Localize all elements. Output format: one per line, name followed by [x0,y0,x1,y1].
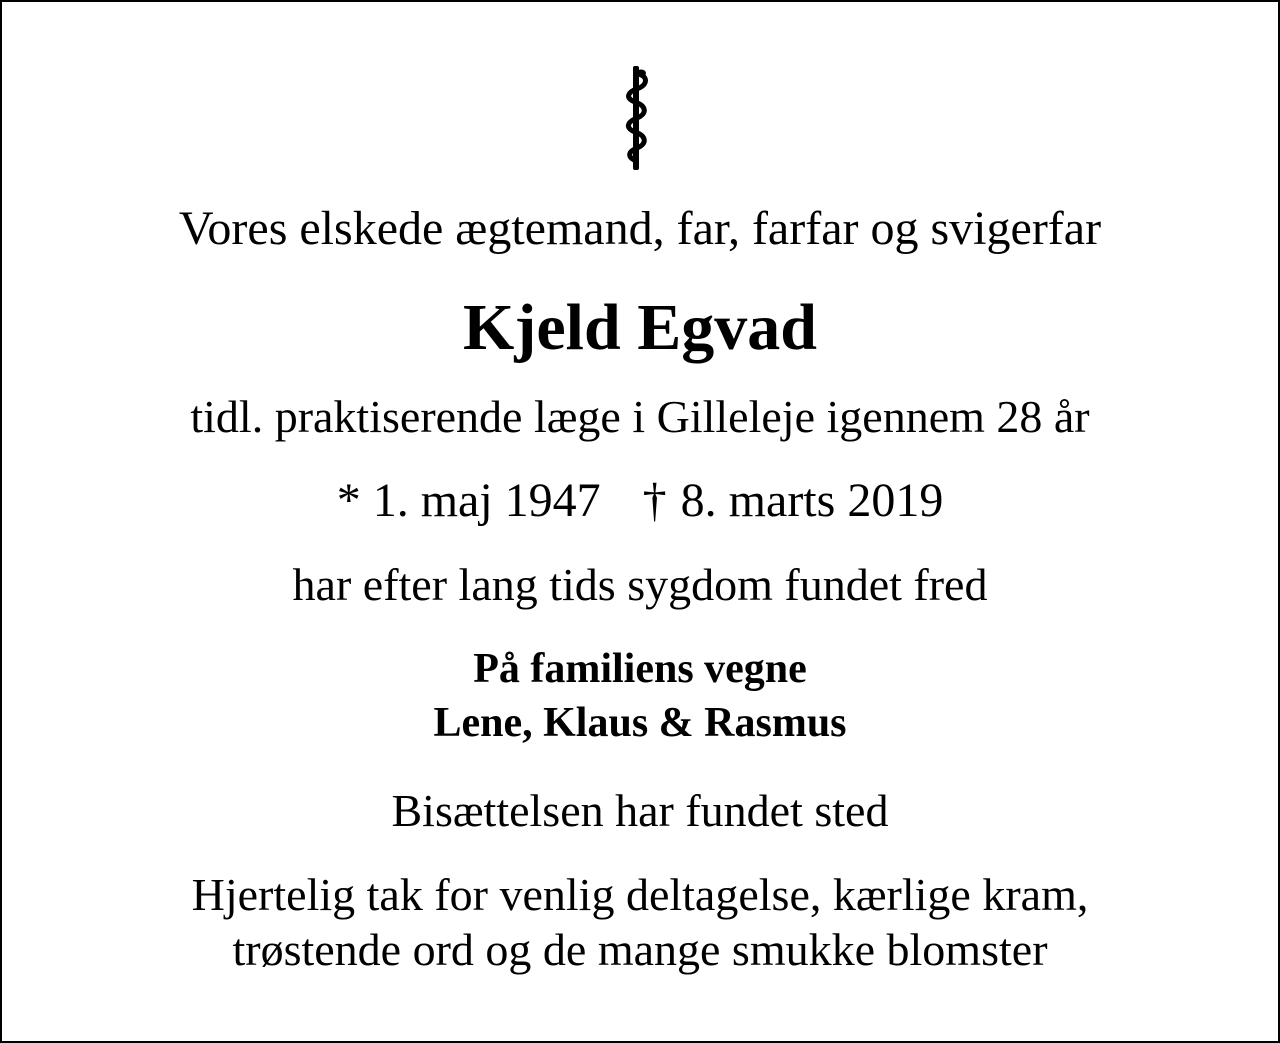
death-date: 8. marts 2019 [680,474,944,527]
peace-line: har efter lang tids sygdom fundet fred [292,559,988,610]
thanks-line-1: Hjertelig tak for venlig deltagelse, kærlige kram, [191,869,1089,920]
death-symbol: † [642,474,667,527]
birth-date: 1. maj 1947 [372,474,601,527]
intro-line: Vores elskede ægtemand, far, farfar og svigerfar [178,202,1102,255]
dates-line [2,474,1278,527]
family-line-heading: På familiens vegne [473,646,807,692]
family-line-names: Lene, Klaus & Rasmus [433,700,847,746]
deceased-name: Kjeld Egvad [463,291,817,364]
occupation-line: tidl. praktiserende læge i Gilleleje igennem 28 år [190,391,1090,442]
rod-of-asclepius-icon [621,64,651,172]
thanks-line-2: trøstende ord og de mange smukke blomster [232,924,1048,975]
funeral-line: Bisættelsen har fundet sted [391,785,889,836]
birth-symbol: * [336,474,361,527]
